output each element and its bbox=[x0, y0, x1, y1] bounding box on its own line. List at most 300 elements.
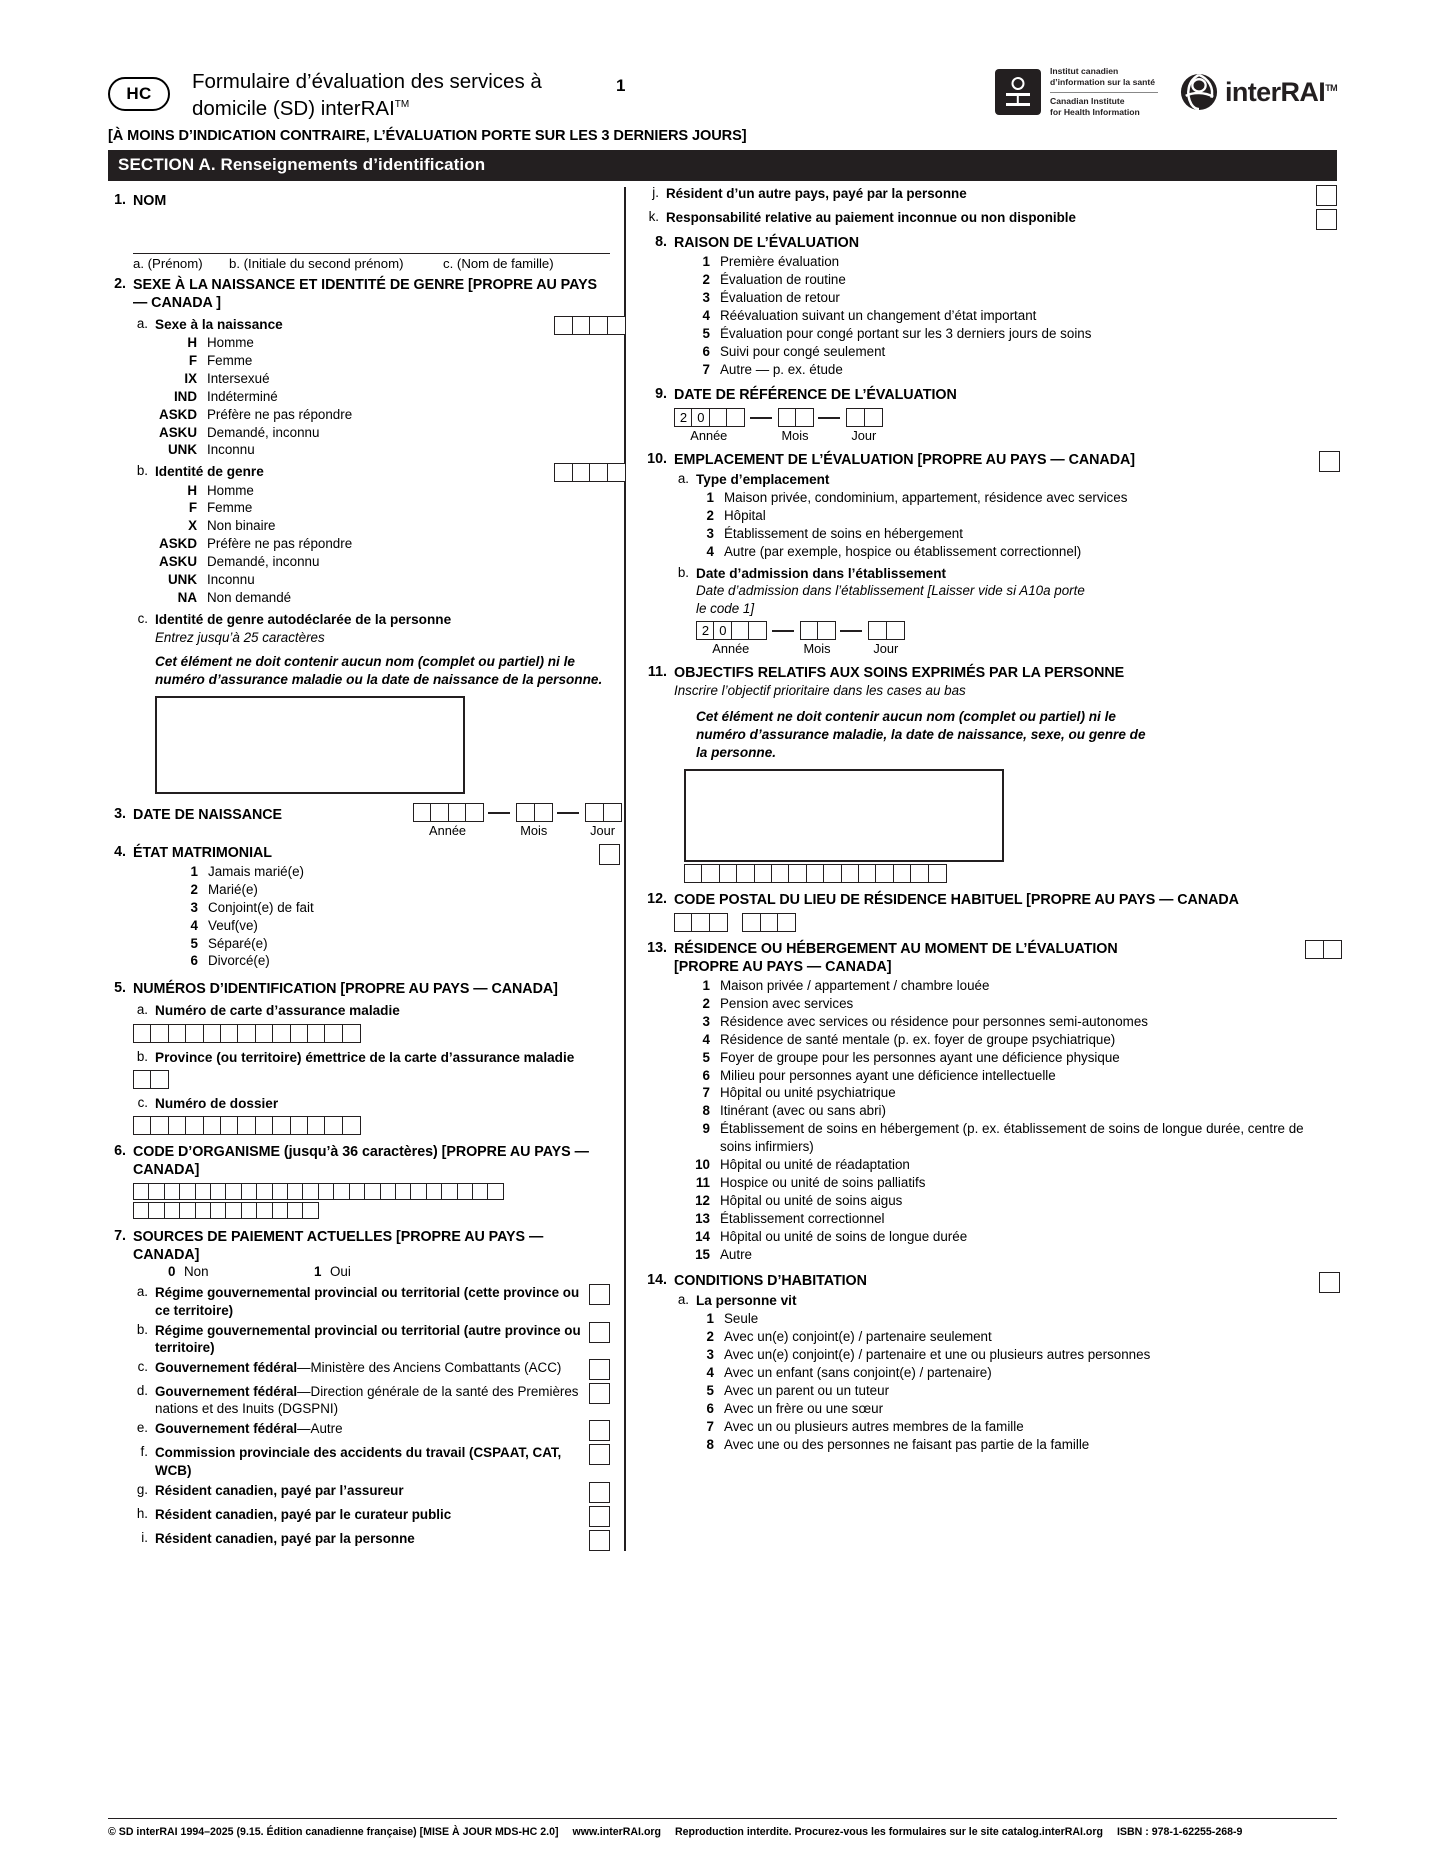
q14a-options bbox=[696, 1310, 1337, 1454]
cihi-en-line1: Canadian Institute bbox=[1049, 95, 1125, 106]
q6-box[interactable] bbox=[487, 1183, 504, 1200]
option-label-bold: Gouvernement fédéral bbox=[155, 1360, 298, 1376]
list-item bbox=[155, 535, 610, 553]
q11-code-box[interactable] bbox=[928, 864, 947, 883]
q7-scale-1-label: Oui bbox=[330, 1264, 351, 1280]
q11-code-box[interactable] bbox=[684, 864, 703, 883]
option-key: 1 bbox=[190, 864, 198, 880]
list-item bbox=[155, 571, 610, 589]
option-label-bold: Gouvernement fédéral bbox=[155, 1421, 298, 1437]
q11-code-box[interactable] bbox=[823, 864, 842, 883]
option-key: 7 bbox=[706, 1419, 714, 1435]
q10b-letter: b. bbox=[677, 564, 689, 580]
list-item bbox=[674, 1174, 1337, 1192]
q4-answer-box[interactable] bbox=[599, 844, 620, 865]
q3-day-box-2[interactable] bbox=[603, 803, 622, 822]
list-item bbox=[696, 1382, 1337, 1400]
q13-answer-box-1[interactable] bbox=[1305, 940, 1324, 959]
list-item bbox=[674, 1102, 1337, 1120]
trademark-mark: TM bbox=[394, 99, 410, 111]
option-key: ASKU bbox=[159, 553, 197, 569]
q12-box[interactable] bbox=[691, 913, 710, 932]
option-label: Autre — p. ex. étude bbox=[720, 361, 843, 377]
q2b-box-2[interactable] bbox=[572, 463, 591, 482]
q7f-answer-box[interactable] bbox=[589, 1444, 610, 1465]
q7c-answer-box[interactable] bbox=[589, 1359, 610, 1380]
q11-text-input[interactable] bbox=[684, 769, 1004, 862]
q11-warning bbox=[696, 708, 1337, 762]
q7e-answer-box[interactable] bbox=[589, 1420, 610, 1441]
q10b-dash-2 bbox=[840, 630, 862, 632]
list-item bbox=[674, 325, 1337, 343]
option-key: 4 bbox=[706, 543, 714, 559]
q3-day-group[interactable] bbox=[585, 803, 620, 838]
option-label: Avec un(e) conjoint(e) / partenaire et une ou plusieurs autres personnes bbox=[724, 1347, 1151, 1363]
q3-title: DATE DE NAISSANCE bbox=[133, 807, 283, 824]
q11-warning-line2: numéro d’assurance maladie, la date de naissance, sexe, ou genre de bbox=[696, 726, 1146, 742]
q5a-box[interactable] bbox=[342, 1024, 361, 1043]
question-13-residence bbox=[644, 940, 1337, 976]
option-key: 15 bbox=[695, 1247, 710, 1263]
footer-isbn: ISBN : 978-1-62255-268-9 bbox=[1116, 1826, 1243, 1838]
q5a-box[interactable] bbox=[255, 1024, 274, 1043]
q9-year-box-2: 0 bbox=[691, 408, 710, 427]
list-item bbox=[133, 1322, 610, 1356]
q14a-row bbox=[674, 1292, 1337, 1309]
list-item bbox=[696, 507, 1337, 525]
q12-box[interactable] bbox=[674, 913, 693, 932]
q13-number: 13. bbox=[647, 939, 667, 956]
q2a-box-1[interactable] bbox=[554, 316, 573, 335]
option-key: 3 bbox=[706, 1347, 714, 1363]
list-item bbox=[674, 1067, 1337, 1085]
option-key: 4 bbox=[702, 1031, 710, 1047]
cihi-icon bbox=[995, 69, 1041, 115]
q5c-box[interactable] bbox=[255, 1116, 274, 1135]
q2b-answer-boxes[interactable] bbox=[554, 463, 624, 482]
q12-group-1[interactable] bbox=[674, 913, 726, 932]
q10a-answer-box[interactable] bbox=[1319, 451, 1340, 472]
footer-website[interactable]: www.interRAI.org bbox=[572, 1826, 662, 1838]
q5c-box[interactable] bbox=[342, 1116, 361, 1135]
q5a-letter: a. bbox=[136, 1002, 148, 1018]
q5a-box[interactable] bbox=[307, 1024, 326, 1043]
option-key: 5 bbox=[702, 1049, 710, 1065]
q3-date-input[interactable] bbox=[413, 803, 620, 838]
q2b-options bbox=[155, 482, 610, 607]
q3-month-box-1[interactable] bbox=[516, 803, 535, 822]
q13-options bbox=[674, 977, 1337, 1264]
list-item bbox=[674, 1156, 1337, 1174]
cihi-en-line2: for Health Information bbox=[1049, 107, 1140, 118]
option-label: Avec une ou des personnes ne faisant pas partie de la famille bbox=[724, 1437, 1090, 1453]
q2c-letter: c. bbox=[137, 611, 148, 627]
q7d-answer-box[interactable] bbox=[589, 1383, 610, 1404]
q5a-box[interactable] bbox=[237, 1024, 256, 1043]
list-item bbox=[168, 917, 610, 935]
q5c-box[interactable] bbox=[237, 1116, 256, 1135]
q7-continued-options bbox=[644, 185, 1337, 230]
option-key: 6 bbox=[702, 1067, 710, 1083]
q7-scale-0-label: Non bbox=[184, 1264, 209, 1280]
q2a-box-2[interactable] bbox=[572, 316, 591, 335]
q5c-box[interactable] bbox=[324, 1116, 343, 1135]
question-4-etat-matrimonial bbox=[108, 844, 610, 862]
right-column bbox=[626, 185, 1337, 1551]
list-item bbox=[155, 499, 610, 517]
q11-code-box[interactable] bbox=[875, 864, 894, 883]
q2b-box-3[interactable] bbox=[589, 463, 608, 482]
option-label: Conjoint(e) de fait bbox=[208, 900, 314, 915]
q5c-box[interactable] bbox=[307, 1116, 326, 1135]
q9-year-group[interactable] bbox=[674, 408, 744, 443]
option-key: 14 bbox=[695, 1229, 710, 1245]
q5c-row bbox=[133, 1095, 610, 1112]
option-label: Pension avec services bbox=[720, 995, 854, 1011]
q10b-day-group[interactable] bbox=[868, 621, 903, 656]
q14a-title: La personne vit bbox=[696, 1293, 797, 1309]
q5b-box[interactable] bbox=[133, 1070, 152, 1089]
option-key: 3 bbox=[706, 525, 714, 541]
option-key: 2 bbox=[706, 1329, 714, 1345]
cihi-fr-line1: Institut canadien bbox=[1049, 66, 1119, 76]
q11-code-box[interactable] bbox=[719, 864, 738, 883]
q5b-input-boxes[interactable] bbox=[133, 1070, 610, 1089]
list-item bbox=[674, 1084, 1337, 1102]
list-item bbox=[155, 589, 610, 607]
list-item bbox=[674, 1049, 1337, 1067]
q2-number: 2. bbox=[114, 276, 126, 292]
question-1-nom bbox=[108, 192, 610, 210]
q9-dash-2 bbox=[818, 417, 840, 419]
q3-year-group[interactable] bbox=[413, 803, 483, 838]
q2b-box-4[interactable] bbox=[607, 463, 626, 482]
q12-number: 12. bbox=[647, 890, 667, 907]
question-9-date-reference bbox=[644, 386, 1337, 404]
q9-year-box-1: 2 bbox=[674, 408, 693, 427]
q5c-box[interactable] bbox=[290, 1116, 309, 1135]
q12-box[interactable] bbox=[709, 913, 728, 932]
q5c-box[interactable] bbox=[133, 1116, 152, 1135]
name-label-a: a. (Prénom) bbox=[133, 256, 203, 271]
q5a-box[interactable] bbox=[324, 1024, 343, 1043]
q9-day-box-2[interactable] bbox=[864, 408, 883, 427]
q12-box[interactable] bbox=[742, 913, 761, 932]
option-label-light: —Ministère des Anciens Combattants (ACC) bbox=[297, 1360, 562, 1376]
q2c-hint: Entrez jusqu’à 25 caractères bbox=[155, 629, 325, 645]
option-label: Évaluation pour congé portant sur les 3 derniers jours de soins bbox=[720, 325, 1092, 341]
q12-postal-input[interactable] bbox=[674, 913, 1337, 932]
q11-code-boxes[interactable] bbox=[684, 864, 1337, 883]
option-letter: f. bbox=[140, 1444, 148, 1460]
option-label: Préfère ne pas répondre bbox=[207, 536, 353, 552]
option-label: Première évaluation bbox=[720, 254, 840, 269]
q11-code-box[interactable] bbox=[771, 864, 790, 883]
list-item bbox=[696, 1310, 1337, 1328]
option-key: 1 bbox=[706, 490, 714, 506]
option-key: UNK bbox=[167, 571, 197, 587]
q5a-box[interactable] bbox=[150, 1024, 169, 1043]
q11-code-box[interactable] bbox=[893, 864, 912, 883]
option-label: Seule bbox=[724, 1311, 759, 1327]
q3-day-box-1[interactable] bbox=[585, 803, 604, 822]
list-item bbox=[133, 1482, 610, 1503]
q10-number: 10. bbox=[647, 450, 667, 467]
list-item bbox=[168, 952, 610, 970]
q10b-month-box-2[interactable] bbox=[817, 621, 836, 640]
list-item bbox=[674, 1192, 1337, 1210]
option-label: Jamais marié(e) bbox=[208, 864, 304, 880]
q2b-box-1[interactable] bbox=[554, 463, 573, 482]
option-label: Veuf(ve) bbox=[208, 917, 258, 933]
q14-number: 14. bbox=[647, 1272, 667, 1289]
list-item bbox=[696, 1328, 1337, 1346]
q13-answer-boxes[interactable] bbox=[1305, 940, 1340, 959]
q10b-year-box-3[interactable] bbox=[731, 621, 750, 640]
list-item bbox=[155, 370, 610, 388]
option-key: 3 bbox=[190, 900, 198, 915]
q2a-box-3[interactable] bbox=[589, 316, 608, 335]
q1-number: 1. bbox=[114, 192, 126, 208]
q4-options bbox=[168, 863, 610, 970]
q5b-box[interactable] bbox=[150, 1070, 169, 1089]
option-key: 1 bbox=[702, 977, 710, 993]
list-item bbox=[674, 1246, 1337, 1264]
option-label: Intersexué bbox=[207, 371, 270, 387]
q2a-answer-boxes[interactable] bbox=[554, 316, 624, 335]
q7i-answer-box[interactable] bbox=[589, 1530, 610, 1551]
page-footer bbox=[108, 1818, 1337, 1838]
option-label: Milieu pour personnes ayant une déficience intellectuelle bbox=[720, 1067, 1056, 1083]
list-item bbox=[155, 517, 610, 535]
q11-code-box[interactable] bbox=[841, 864, 860, 883]
option-label: Femme bbox=[207, 353, 253, 369]
q11-title: OBJECTIFS RELATIFS AUX SOINS EXPRIMÉS PAR LA PERSONNE bbox=[674, 665, 1125, 682]
q5a-box[interactable] bbox=[203, 1024, 222, 1043]
q6-box[interactable] bbox=[302, 1202, 319, 1219]
option-letter: e. bbox=[136, 1420, 148, 1436]
q13-title-line2: [PROPRE AU PAYS — CANADA] bbox=[674, 958, 892, 975]
option-key: H bbox=[187, 335, 197, 351]
name-input-line[interactable] bbox=[133, 210, 610, 254]
question-14-conditions-habitation bbox=[644, 1272, 1337, 1290]
option-label-light: —Autre bbox=[297, 1421, 343, 1437]
option-key: 8 bbox=[706, 1437, 714, 1453]
q5a-box[interactable] bbox=[185, 1024, 204, 1043]
q7h-answer-box[interactable] bbox=[589, 1506, 610, 1527]
list-item bbox=[696, 1400, 1337, 1418]
q11-code-box[interactable] bbox=[806, 864, 825, 883]
q9-year-box-3[interactable] bbox=[709, 408, 728, 427]
option-label: Autre (par exemple, hospice ou établissement correctionnel) bbox=[724, 543, 1082, 559]
q11-code-box[interactable] bbox=[754, 864, 773, 883]
option-label: Marié(e) bbox=[208, 882, 258, 898]
q7j-answer-box[interactable] bbox=[1316, 185, 1337, 206]
q2c-warning bbox=[155, 653, 610, 689]
q10b-month-label: Mois bbox=[803, 641, 831, 657]
option-label: Préfère ne pas répondre bbox=[207, 406, 353, 422]
interrai-logo bbox=[1180, 73, 1337, 111]
option-key: 2 bbox=[706, 508, 714, 524]
q11-code-box[interactable] bbox=[701, 864, 720, 883]
q11-number: 11. bbox=[647, 664, 667, 681]
list-item bbox=[674, 343, 1337, 361]
list-item bbox=[696, 543, 1337, 561]
q7k-answer-box[interactable] bbox=[1316, 209, 1337, 230]
option-key: IND bbox=[173, 388, 197, 404]
q5c-box[interactable] bbox=[150, 1116, 169, 1135]
list-item bbox=[155, 334, 610, 352]
q5b-letter: b. bbox=[136, 1048, 148, 1064]
option-label: Avec un parent ou un tuteur bbox=[724, 1383, 890, 1399]
list-item bbox=[155, 352, 610, 370]
interrai-globe-icon bbox=[1180, 73, 1218, 111]
q4-title: ÉTAT MATRIMONIAL bbox=[133, 845, 272, 862]
q9-month-group[interactable] bbox=[778, 408, 813, 443]
q5a-input-boxes[interactable] bbox=[133, 1024, 610, 1043]
q9-month-box-1[interactable] bbox=[778, 408, 797, 427]
q3-year-box-4[interactable] bbox=[465, 803, 484, 822]
q11-code-box[interactable] bbox=[736, 864, 755, 883]
q3-month-box-2[interactable] bbox=[534, 803, 553, 822]
list-item bbox=[133, 1506, 610, 1527]
option-label: Responsabilité relative au paiement inconnue ou non disponible bbox=[666, 210, 1076, 225]
q3-number: 3. bbox=[114, 806, 126, 823]
q2c-text-input[interactable] bbox=[155, 696, 465, 794]
q10b-year-box-4[interactable] bbox=[748, 621, 767, 640]
option-key: 4 bbox=[190, 917, 198, 933]
list-item bbox=[168, 935, 610, 953]
q13-title-line1: RÉSIDENCE OU HÉBERGEMENT AU MOMENT DE L’ÉVALUATION bbox=[674, 940, 1118, 957]
q11-code-box[interactable] bbox=[788, 864, 807, 883]
q10b-year-group[interactable] bbox=[696, 621, 766, 656]
q7a-answer-box[interactable] bbox=[589, 1284, 610, 1305]
q5a-box[interactable] bbox=[220, 1024, 239, 1043]
option-letter: g. bbox=[136, 1481, 148, 1497]
q9-date-input[interactable] bbox=[674, 408, 1337, 443]
logo-group bbox=[995, 66, 1337, 119]
q12-box[interactable] bbox=[760, 913, 779, 932]
q6-input-row2[interactable] bbox=[133, 1202, 610, 1219]
q3-year-box-1[interactable] bbox=[413, 803, 432, 822]
option-letter: h. bbox=[136, 1505, 148, 1521]
list-item bbox=[696, 1436, 1337, 1454]
cihi-logo bbox=[995, 66, 1158, 119]
q9-day-box-1[interactable] bbox=[846, 408, 865, 427]
q14a-letter: a. bbox=[677, 1292, 689, 1308]
q10b-month-box-1[interactable] bbox=[800, 621, 819, 640]
q5c-box[interactable] bbox=[185, 1116, 204, 1135]
q5a-box[interactable] bbox=[133, 1024, 152, 1043]
option-key: 1 bbox=[702, 254, 710, 269]
option-label: Non binaire bbox=[207, 518, 276, 534]
q3-year-box-3[interactable] bbox=[448, 803, 467, 822]
list-item bbox=[155, 441, 610, 459]
option-key: 4 bbox=[706, 1365, 714, 1381]
q10b-month-group[interactable] bbox=[800, 621, 835, 656]
option-letter: i. bbox=[141, 1529, 148, 1545]
q10b-day-box-1[interactable] bbox=[868, 621, 887, 640]
q12-box[interactable] bbox=[777, 913, 796, 932]
option-label: Inconnu bbox=[207, 571, 255, 587]
option-key: H bbox=[187, 482, 197, 498]
hc-badge: HC bbox=[108, 77, 170, 111]
q10b-day-box-2[interactable] bbox=[886, 621, 905, 640]
q5c-box[interactable] bbox=[203, 1116, 222, 1135]
q3-year-box-2[interactable] bbox=[430, 803, 449, 822]
list-item bbox=[133, 1284, 610, 1318]
q5c-box[interactable] bbox=[168, 1116, 187, 1135]
q10b-date-input[interactable] bbox=[696, 621, 1337, 656]
question-2-sexe-genre bbox=[108, 276, 610, 312]
option-label: Commission provinciale des accidents du travail (CSPAAT, CAT, WCB) bbox=[155, 1445, 562, 1478]
option-label: Foyer de groupe pour les personnes ayant une déficience physique bbox=[720, 1049, 1120, 1065]
q3-month-group[interactable] bbox=[516, 803, 551, 838]
q6-input-row1[interactable] bbox=[133, 1183, 610, 1200]
q12-group-2[interactable] bbox=[742, 913, 794, 932]
option-letter: d. bbox=[136, 1383, 148, 1399]
q5c-box[interactable] bbox=[220, 1116, 239, 1135]
option-key: 2 bbox=[702, 271, 710, 287]
q2a-title: Sexe à la naissance bbox=[155, 317, 283, 332]
list-item bbox=[644, 185, 1337, 206]
q14a-answer-box[interactable] bbox=[1319, 1272, 1340, 1293]
q5a-box[interactable] bbox=[168, 1024, 187, 1043]
option-label: Homme bbox=[207, 335, 254, 351]
q13-answer-box-2[interactable] bbox=[1323, 940, 1342, 959]
q10b-row bbox=[674, 565, 1337, 582]
q5b-row bbox=[133, 1049, 610, 1066]
q10b-hint-line1: Date d’admission dans l’établissement [Laisser vide si A10a porte bbox=[696, 583, 1085, 599]
q4-number: 4. bbox=[114, 844, 126, 861]
option-letter: b. bbox=[136, 1321, 148, 1337]
q5a-row bbox=[133, 1002, 610, 1019]
q11-warning-line3: la personne. bbox=[696, 744, 777, 760]
list-item bbox=[674, 1228, 1337, 1246]
form-title bbox=[192, 68, 592, 122]
list-item bbox=[133, 1359, 610, 1380]
option-label: Suivi pour congé seulement bbox=[720, 343, 886, 359]
q11-warning-line1: Cet élément ne doit contenir aucun nom (complet ou partiel) ni le bbox=[696, 708, 1116, 724]
option-label: Réévaluation suivant un changement d’état important bbox=[720, 307, 1037, 323]
list-item bbox=[133, 1420, 610, 1441]
option-label: Régime gouvernemental provincial ou territorial (cette province ou ce territoire) bbox=[155, 1285, 580, 1318]
list-item bbox=[168, 881, 610, 899]
q9-year-box-4[interactable] bbox=[726, 408, 745, 427]
option-key: F bbox=[188, 500, 197, 516]
list-item bbox=[133, 1383, 610, 1417]
q11-code-box[interactable] bbox=[858, 864, 877, 883]
q9-month-box-2[interactable] bbox=[795, 408, 814, 427]
q9-day-group[interactable] bbox=[846, 408, 881, 443]
footer-copyright: © SD interRAI 1994–2025 (9.15. Édition canadienne française) [MISE À JOUR MDS-HC 2.0] bbox=[108, 1826, 559, 1838]
q5a-box[interactable] bbox=[290, 1024, 309, 1043]
q9-day-label: Jour bbox=[851, 427, 877, 443]
option-label: Établissement correctionnel bbox=[720, 1211, 885, 1227]
q7g-answer-box[interactable] bbox=[589, 1482, 610, 1503]
section-a-header: SECTION A. Renseignements d’identification bbox=[108, 150, 1337, 181]
q11-hint: Inscrire l’objectif prioritaire dans les cases au bas bbox=[674, 683, 966, 699]
q10b-title: Date d’admission dans l’établissement bbox=[696, 565, 947, 581]
q7b-answer-box[interactable] bbox=[589, 1322, 610, 1343]
q11-code-box[interactable] bbox=[910, 864, 929, 883]
q5a-box[interactable] bbox=[272, 1024, 291, 1043]
q2a-box-4[interactable] bbox=[607, 316, 626, 335]
q5c-input-boxes[interactable] bbox=[133, 1116, 610, 1135]
q5c-box[interactable] bbox=[272, 1116, 291, 1135]
option-label bbox=[155, 1420, 584, 1437]
page-number: 1 bbox=[616, 76, 626, 95]
